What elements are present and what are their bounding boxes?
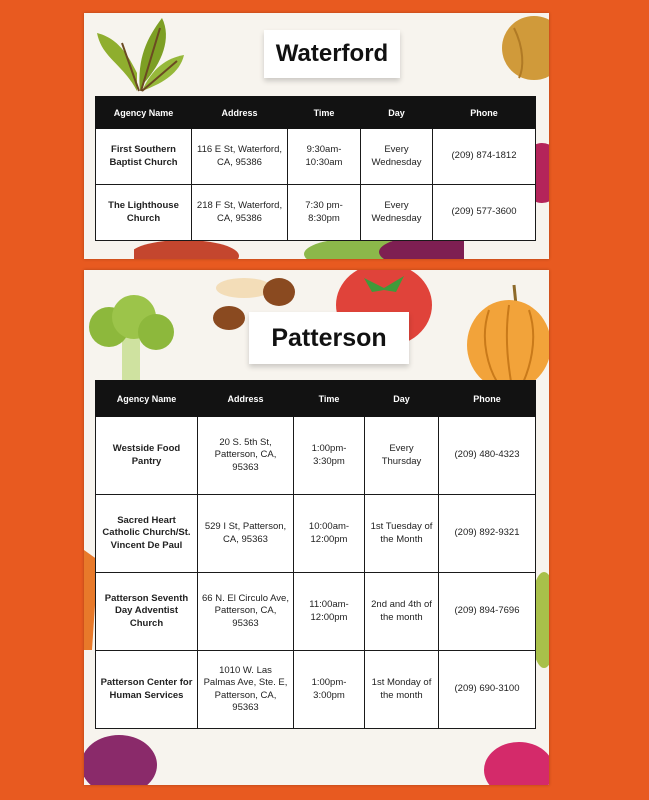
day-cell: Every Wednesday [361, 185, 433, 241]
time-cell: 10:00am-12:00pm [294, 495, 365, 573]
onion-illustration [494, 13, 549, 93]
day-cell: Every Thursday [365, 417, 439, 495]
phone-cell: (209) 894-7696 [439, 573, 536, 651]
waterford-schedule-table [95, 96, 536, 241]
agency-name-cell: Patterson Center for Human Services [96, 651, 198, 729]
phone-cell: (209) 874-1812 [433, 129, 536, 185]
header-address: Address [198, 381, 294, 417]
day-cell: 1st Monday of the month [365, 651, 439, 729]
phone-cell: (209) 480-4323 [439, 417, 536, 495]
header-day: Day [365, 381, 439, 417]
table-row [96, 573, 536, 651]
address-cell: 116 E St, Waterford, CA, 95386 [192, 129, 288, 185]
time-cell: 1:00pm-3:00pm [294, 651, 365, 729]
address-cell: 66 N. El Circulo Ave, Patterson, CA, 95363 [198, 573, 294, 651]
phone-cell: (209) 690-3100 [439, 651, 536, 729]
agency-name-cell: Westside Food Pantry [96, 417, 198, 495]
time-cell: 11:00am-12:00pm [294, 573, 365, 651]
time-cell: 7:30 pm-8:30pm [288, 185, 361, 241]
table-row [96, 185, 536, 241]
onion-illustration [454, 280, 549, 390]
header-agency-name: Agency Name [96, 381, 198, 417]
section-title-waterford: Waterford [264, 30, 400, 78]
header-address: Address [192, 97, 288, 129]
vegetable-scraps-illustration [134, 238, 464, 259]
address-cell: 20 S. 5th St, Patterson, CA, 95363 [198, 417, 294, 495]
agency-name-cell: Patterson Seventh Day Adventist Church [96, 573, 198, 651]
beet-illustration [84, 720, 164, 785]
phone-cell: (209) 577-3600 [433, 185, 536, 241]
waterford-card [84, 13, 549, 259]
address-cell: 218 F St, Waterford, CA, 95386 [192, 185, 288, 241]
leafy-greens-illustration [92, 13, 187, 93]
agency-name-cell: Sacred Heart Catholic Church/St. Vincent De Paul [96, 495, 198, 573]
header-time: Time [288, 97, 361, 129]
header-agency-name: Agency Name [96, 97, 192, 129]
radish-illustration [479, 725, 549, 785]
patterson-card [84, 270, 549, 785]
table-header-row [96, 381, 536, 417]
header-phone: Phone [433, 97, 536, 129]
section-title-patterson: Patterson [249, 312, 409, 364]
time-cell: 9:30am-10:30am [288, 129, 361, 185]
patterson-schedule-table [95, 380, 536, 729]
table-row [96, 495, 536, 573]
header-time: Time [294, 381, 365, 417]
address-cell: 1010 W. Las Palmas Ave, Ste. E, Patterson, CA, 95363 [198, 651, 294, 729]
broccoli-illustration [84, 292, 179, 382]
agency-name-cell: The Lighthouse Church [96, 185, 192, 241]
table-row [96, 651, 536, 729]
day-cell: 1st Tuesday of the Month [365, 495, 439, 573]
time-cell: 1:00pm-3:30pm [294, 417, 365, 495]
day-cell: 2nd and 4th of the month [365, 573, 439, 651]
phone-cell: (209) 892-9321 [439, 495, 536, 573]
agency-name-cell: First Southern Baptist Church [96, 129, 192, 185]
header-day: Day [361, 97, 433, 129]
day-cell: Every Wednesday [361, 129, 433, 185]
table-header-row [96, 97, 536, 129]
table-row [96, 129, 536, 185]
header-phone: Phone [439, 381, 536, 417]
address-cell: 529 I St, Patterson, CA, 95363 [198, 495, 294, 573]
table-row [96, 417, 536, 495]
